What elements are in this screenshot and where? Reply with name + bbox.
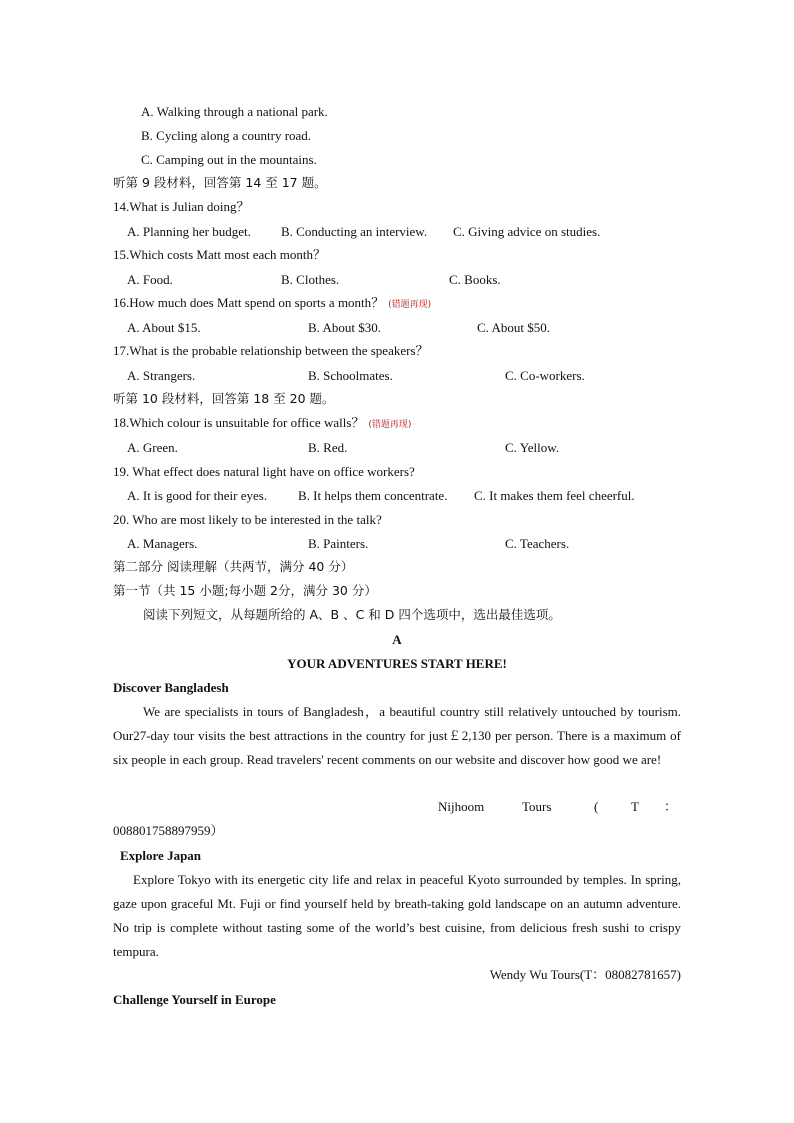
q20-option-a: A. Managers.	[127, 536, 198, 551]
q15-option-c: C. Books.	[449, 272, 501, 287]
section1-header: 第一节（共 15 小题;每小题 2分，满分 30 分）	[113, 583, 377, 598]
q17-option-b: B. Schoolmates.	[308, 368, 393, 383]
section9-header: 听第 9 段材料，回答第 14 至 17 题。	[113, 175, 327, 190]
q18-option-b: B. Red.	[308, 440, 348, 455]
question-17: 17.What is the probable relationship between the speakers？	[113, 343, 429, 358]
q15-option-b: B. Clothes.	[281, 272, 340, 287]
question-19: 19. What effect does natural light have on office workers?	[113, 464, 415, 479]
question-20: 20. Who are most likely to be interested in the talk?	[113, 512, 382, 527]
bangladesh-contact-colon: ：	[664, 799, 678, 814]
q15-option-a: A. Food.	[127, 272, 173, 287]
japan-heading: Explore Japan	[120, 848, 202, 863]
q20-option-c: C. Teachers.	[505, 536, 570, 551]
bangladesh-contact-number: 008801758897959）	[113, 823, 224, 838]
section10-header: 听第 10 段材料，回答第 18 至 20 题。	[113, 391, 335, 406]
japan-paragraph	[113, 868, 681, 964]
question-16-text: 16.How much does Matt spend on sports a month？	[113, 295, 385, 310]
q19-option-a: A. It is good for their eyes.	[127, 488, 268, 503]
bangladesh-body: We are specialists in tours of Bangladesh，a beautiful country still relatively untouched by tourism. Our27-day tour visits the best attractions in the country for just￡2,130 per person. There is a maximum of six people in each group. Read travelers' recent comments on our website and discover how good we are!	[113, 704, 681, 767]
q16-option-b: B. About $30.	[308, 320, 381, 335]
japan-contact: Wendy Wu Tours(T：08082781657)	[489, 967, 681, 982]
prev-option-c: C. Camping out in the mountains.	[141, 152, 317, 167]
part2-header: 第二部分 阅读理解（共两节，满分 40 分）	[113, 559, 354, 574]
q14-option-a: A. Planning her budget.	[127, 224, 251, 239]
q19-option-b: B. It helps them concentrate.	[298, 488, 448, 503]
bangladesh-heading: Discover Bangladesh	[113, 680, 229, 695]
bangladesh-contact-paren: (	[594, 799, 599, 814]
q16-option-c: C. About $50.	[477, 320, 550, 335]
question-16	[113, 295, 431, 313]
question-15: 15.Which costs Matt most each month？	[113, 247, 327, 262]
passage-title: YOUR ADVENTURES START HERE!	[287, 656, 507, 671]
q19-option-c: C. It makes them feel cheerful.	[474, 488, 635, 503]
question-14: 14.What is Julian doing？	[113, 199, 250, 214]
q20-option-b: B. Painters.	[308, 536, 369, 551]
bangladesh-paragraph	[113, 700, 681, 772]
q14-option-b: B. Conducting an interview.	[281, 224, 428, 239]
q14-option-c: C. Giving advice on studies.	[453, 224, 601, 239]
japan-body: Explore Tokyo with its energetic city life and relax in peaceful Kyoto surrounded by temples. In spring, gaze upon graceful Mt. Fuji or find yourself held by breath-taking gold landscape on an autumn adventure. No trip is complete without tasting some of the world’s best cuisine, from delicious fresh sushi to crispy tempura.	[113, 872, 681, 959]
passage-letter: A	[392, 632, 402, 647]
prev-option-a: A. Walking through a national park.	[141, 104, 328, 119]
q18-option-c: C. Yellow.	[505, 440, 560, 455]
reading-instructions: 阅读下列短文，从每题所给的 A、B 、C 和 D 四个选项中，选出最佳选项。	[143, 607, 561, 622]
bangladesh-contact-t: T	[631, 799, 639, 814]
question-18	[113, 415, 411, 433]
europe-heading: Challenge Yourself in Europe	[113, 992, 276, 1007]
question-18-mark: (错题再现)	[368, 420, 412, 430]
question-16-mark: (错题再现)	[388, 300, 432, 310]
bangladesh-contact-word1: Nijhoom	[438, 799, 485, 814]
bangladesh-contact-word2: Tours	[522, 799, 552, 814]
q18-option-a: A. Green.	[127, 440, 178, 455]
q17-option-a: A. Strangers.	[127, 368, 196, 383]
question-18-text: 18.Which colour is unsuitable for office walls？	[113, 415, 365, 430]
q17-option-c: C. Co-workers.	[505, 368, 585, 383]
prev-option-b: B. Cycling along a country road.	[141, 128, 312, 143]
q16-option-a: A. About $15.	[127, 320, 201, 335]
